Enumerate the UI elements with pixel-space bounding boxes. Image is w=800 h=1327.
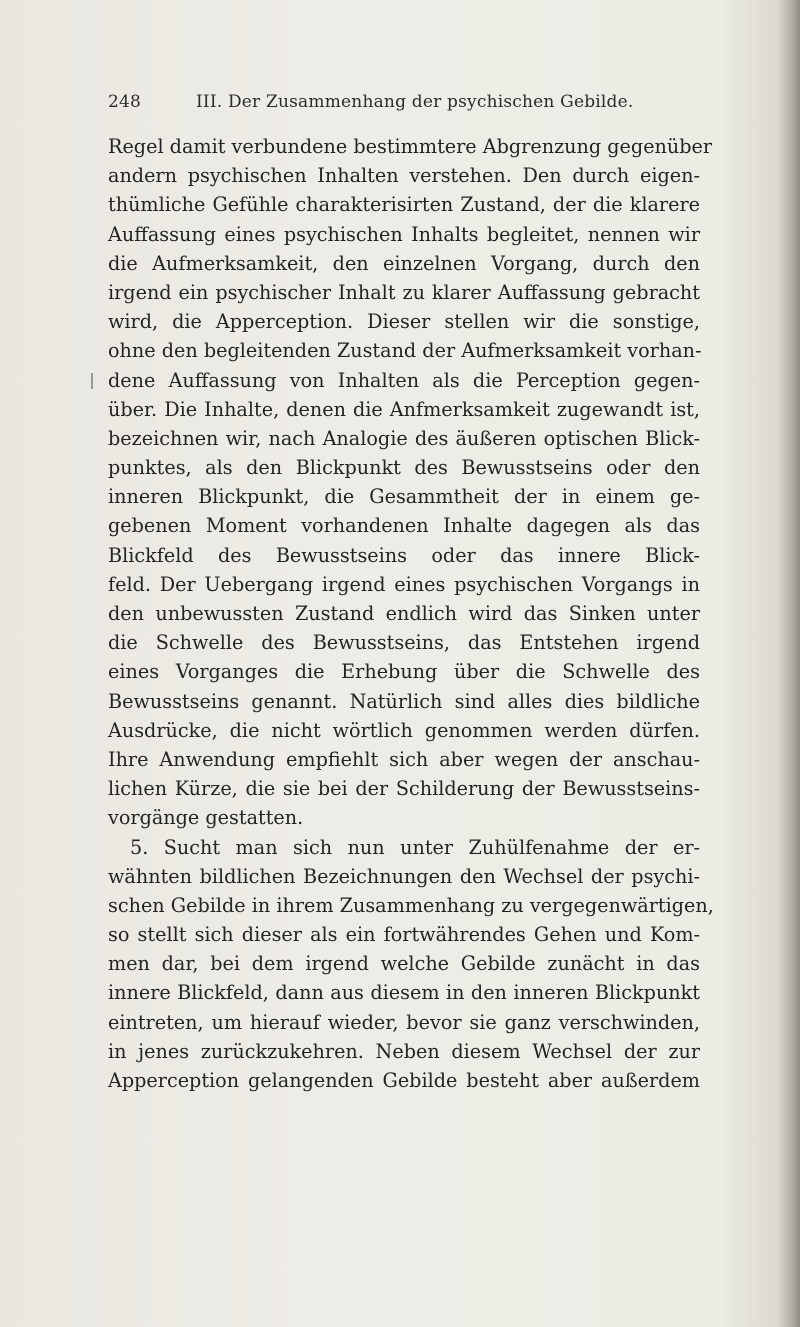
text-line: die Schwelle des Bewusstseins, das Entstehen irgend — [108, 631, 700, 655]
running-title: III. Der Zusammenhang der psychischen Gebilde. — [196, 92, 634, 112]
text-line: punktes, als den Blickpunkt des Bewusstseins oder den — [108, 456, 700, 480]
page-header — [108, 92, 698, 122]
text-line: feld. Der Uebergang irgend eines psychischen Vorgangs in — [108, 572, 700, 596]
text-line: wähnten bildlichen Bezeichnungen den Wechsel der psychi- — [108, 864, 700, 888]
text-line: irgend ein psychischer Inhalt zu klarer Auffassung gebracht — [108, 280, 700, 304]
text-line: innere Blickfeld, dann aus diesem in den inneren Blickpunkt — [108, 981, 700, 1005]
text-line: in jenes zurückzukehren. Neben diesem Wechsel der zur — [108, 1039, 700, 1063]
text-line: wird, die Apperception. Dieser stellen wir die sonstige, — [108, 310, 700, 334]
text-line: thümliche Gefühle charakterisirten Zustand, der die klarere — [108, 193, 700, 217]
margin-mark — [91, 373, 93, 389]
text-line: eines Vorganges die Erhebung über die Schwelle des — [108, 660, 700, 684]
text-line: ohne den begleitenden Zustand der Aufmerksamkeit vorhan- — [108, 339, 702, 363]
text-line: den unbewussten Zustand endlich wird das Sinken unter — [108, 602, 700, 625]
text-line: schen Gebilde in ihrem Zusammenhang zu vergegenwärtigen, — [108, 893, 714, 917]
text-line: eintreten, um hierauf wieder, bevor sie ganz verschwinden, — [108, 1010, 700, 1034]
text-line: bezeichnen wir, nach Analogie des äußeren optischen Blick- — [108, 426, 700, 450]
page-number: 248 — [108, 92, 142, 112]
body-text — [108, 132, 714, 1095]
text-line: so stellt sich dieser als ein fortwährendes Gehen und Kom- — [108, 923, 700, 947]
text-line: gebenen Moment vorhandenen Inhalte dagegen als das — [108, 514, 700, 538]
text-line: Bewusstseins genannt. Natürlich sind alles dies bildliche — [108, 689, 700, 713]
text-line: Blickfeld des Bewusstseins oder das innere Blick- — [108, 543, 700, 567]
text-line: Ausdrücke, die nicht wörtlich genommen werden dürfen. — [108, 718, 700, 742]
paragraph-start-line: 5. Sucht man sich nun unter Zuhülfenahme der er- — [130, 835, 700, 859]
text-line: lichen Kürze, die sie bei der Schilderung der Bewusstseins- — [108, 777, 700, 801]
text-line: die Aufmerksamkeit, den einzelnen Vorgang, durch den — [108, 251, 700, 275]
text-line: Regel damit verbundene bestimmtere Abgrenzung gegenüber — [108, 135, 713, 158]
text-line: inneren Blickpunkt, die Gesammtheit der in einem ge- — [108, 485, 700, 509]
text-line: Auffassung eines psychischen Inhalts begleitet, nennen wir — [108, 222, 700, 246]
text-line: über. Die Inhalte, denen die Anfmerksamkeit zugewandt ist, — [108, 397, 700, 421]
text-line: dene Auffassung von Inhalten als die Perception gegen- — [108, 368, 700, 392]
text-line: Ihre Anwendung empfiehlt sich aber wegen der anschau- — [108, 747, 700, 771]
text-line: andern psychischen Inhalten verstehen. Den durch eigen- — [108, 164, 700, 188]
text-line: men dar, bei dem irgend welche Gebilde zunächt in das — [108, 952, 700, 976]
paragraph-end-line: vorgänge gestatten. — [108, 806, 304, 830]
page-edge-shadow — [778, 0, 800, 1327]
text-line: Apperception gelangenden Gebilde besteht aber außerdem — [108, 1069, 700, 1092]
